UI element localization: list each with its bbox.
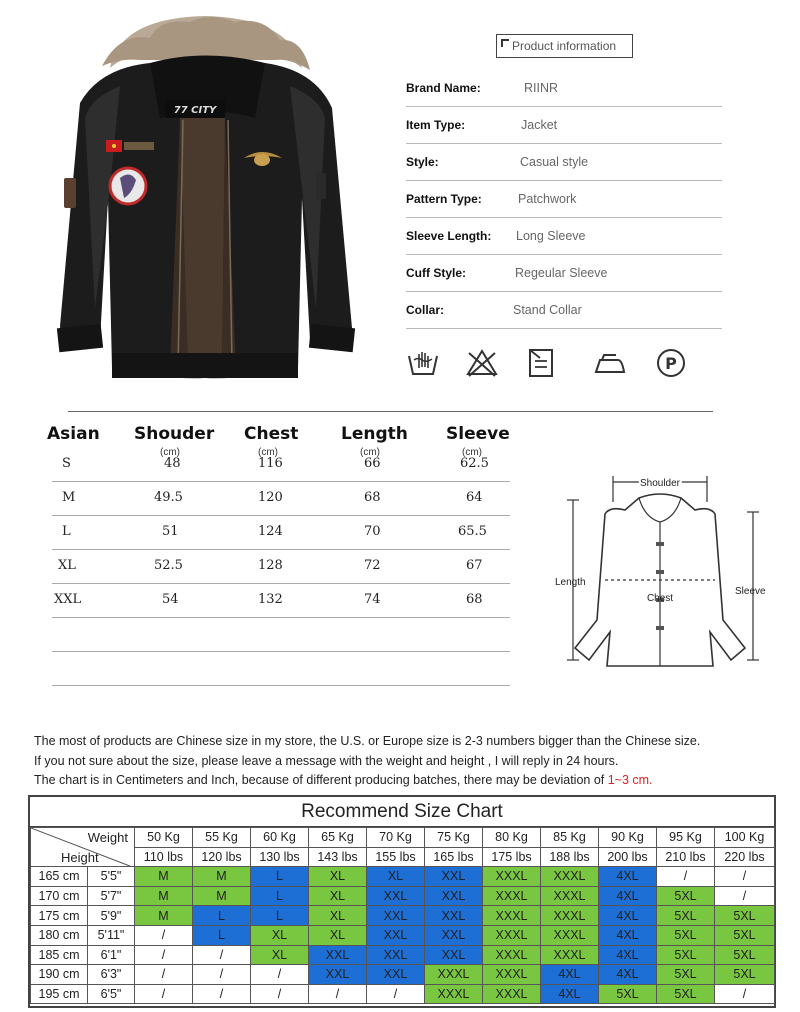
- size-row: [52, 516, 510, 550]
- height-cm-cell: 180 cm: [31, 925, 88, 945]
- info-label: Collar:: [406, 303, 445, 317]
- size-recommendation-cell: 4XL: [599, 886, 657, 906]
- unit-label: (cm): [360, 447, 380, 458]
- weight-kg-cell: 65 Kg: [309, 828, 367, 848]
- size-cell: 68: [364, 490, 381, 505]
- size-recommendation-cell: L: [193, 906, 251, 926]
- size-recommendation-cell: 4XL: [599, 867, 657, 887]
- weight-kg-row: [31, 828, 775, 848]
- deviation-highlight: 1~3 cm.: [607, 773, 653, 787]
- weight-lbs-cell: 188 lbs: [541, 847, 599, 867]
- size-recommendation-cell: /: [715, 867, 775, 887]
- weight-label: Weight: [87, 830, 128, 845]
- size-recommendation-cell: XXXL: [483, 906, 541, 926]
- size-recommendation-cell: /: [715, 984, 775, 1004]
- size-header-shoulder: Shouder: [134, 424, 215, 444]
- diagram-shoulder-label: Shoulder: [639, 478, 681, 489]
- size-recommendation-cell: XXL: [367, 886, 425, 906]
- size-cell: 132: [258, 592, 283, 607]
- size-recommendation-cell: XXXL: [483, 945, 541, 965]
- size-recommendation-cell: M: [193, 867, 251, 887]
- size-recommendation-cell: 4XL: [541, 965, 599, 985]
- unit-label: (cm): [160, 447, 180, 458]
- height-cm-cell: 170 cm: [31, 886, 88, 906]
- recommend-chart-table: [30, 827, 775, 1004]
- note-line-text: The chart is in Centimeters and Inch, because of different producing batches, there may be deviation of: [34, 773, 608, 787]
- size-recommendation-cell: XXXL: [483, 925, 541, 945]
- size-recommendation-cell: XXXL: [483, 965, 541, 985]
- info-value: Casual style: [520, 155, 589, 169]
- size-recommendation-cell: M: [135, 906, 193, 926]
- size-recommendation-cell: 5XL: [657, 945, 715, 965]
- weight-kg-cell: 80 Kg: [483, 828, 541, 848]
- size-recommendation-cell: 5XL: [657, 925, 715, 945]
- info-row-pattern: [406, 181, 722, 218]
- height-cm-cell: 195 cm: [31, 984, 88, 1004]
- weight-lbs-cell: 220 lbs: [715, 847, 775, 867]
- size-recommendation-cell: /: [309, 984, 367, 1004]
- size-recommendation-cell: 5XL: [657, 906, 715, 926]
- recommend-size-chart: [28, 795, 776, 1008]
- weight-kg-cell: 70 Kg: [367, 828, 425, 848]
- weight-kg-cell: 95 Kg: [657, 828, 715, 848]
- tumble-dry-icon: [526, 346, 556, 380]
- iron-icon: [592, 346, 628, 380]
- size-cell: 62.5: [460, 456, 489, 471]
- weight-lbs-cell: 110 lbs: [135, 847, 193, 867]
- info-value: RIINR: [524, 81, 559, 95]
- hand-wash-icon: [406, 346, 440, 380]
- info-row-style: [406, 144, 722, 181]
- info-label: Item Type:: [406, 118, 466, 132]
- size-header-chest: Chest: [244, 424, 299, 444]
- info-label: Sleeve Length:: [406, 229, 492, 243]
- size-recommendation-cell: /: [367, 984, 425, 1004]
- size-cell: 49.5: [154, 490, 183, 505]
- size-header-sleeve: Sleeve: [446, 424, 510, 444]
- weight-lbs-cell: 143 lbs: [309, 847, 367, 867]
- size-recommendation-cell: 5XL: [599, 984, 657, 1004]
- size-cell: S: [62, 456, 71, 471]
- size-recommendation-cell: 4XL: [599, 965, 657, 985]
- size-recommendation-cell: XXL: [425, 945, 483, 965]
- weight-lbs-cell: 155 lbs: [367, 847, 425, 867]
- weight-kg-cell: 100 Kg: [715, 828, 775, 848]
- height-row: [31, 945, 775, 965]
- size-cell: 64: [466, 490, 483, 505]
- size-row: [52, 550, 510, 584]
- info-label: Pattern Type:: [406, 192, 482, 206]
- product-info-table: [406, 70, 722, 329]
- size-recommendation-cell: XXL: [309, 945, 367, 965]
- note-line: The most of products are Chinese size in my store, the U.S. or Europe size is 2-3 numbers bigger than the Chinese size.: [34, 734, 701, 748]
- size-recommendation-cell: M: [135, 867, 193, 887]
- height-row: [31, 867, 775, 887]
- size-cell: M: [62, 490, 76, 505]
- info-label: Brand Name:: [406, 81, 481, 95]
- size-recommendation-cell: M: [135, 886, 193, 906]
- size-cell: XXL: [54, 592, 82, 607]
- size-recommendation-cell: L: [251, 906, 309, 926]
- info-row-brand: [406, 70, 722, 107]
- size-recommendation-cell: 5XL: [657, 965, 715, 985]
- measurement-diagram: [545, 470, 775, 680]
- size-recommendation-cell: /: [657, 867, 715, 887]
- height-row: [31, 965, 775, 985]
- size-recommendation-cell: 4XL: [541, 984, 599, 1004]
- size-recommendation-cell: XL: [251, 945, 309, 965]
- height-ft-cell: 5'11": [88, 925, 135, 945]
- weight-lbs-cell: 120 lbs: [193, 847, 251, 867]
- size-header-asian: Asian: [47, 424, 100, 444]
- size-recommendation-cell: L: [193, 925, 251, 945]
- size-cell: XL: [58, 558, 76, 573]
- svg-text:P: P: [665, 354, 677, 373]
- size-recommendation-cell: 5XL: [657, 886, 715, 906]
- weight-lbs-cell: 210 lbs: [657, 847, 715, 867]
- size-recommendation-cell: XXL: [367, 945, 425, 965]
- size-recommendation-cell: /: [135, 945, 193, 965]
- size-recommendation-cell: 5XL: [715, 965, 775, 985]
- size-row: [52, 584, 510, 618]
- size-recommendation-cell: XL: [309, 925, 367, 945]
- recommend-chart-title: Recommend Size Chart: [30, 797, 774, 827]
- size-recommendation-cell: XXXL: [541, 925, 599, 945]
- size-recommendation-cell: 5XL: [715, 906, 775, 926]
- size-recommendation-cell: 5XL: [715, 945, 775, 965]
- height-ft-cell: 6'1": [88, 945, 135, 965]
- size-cell: 52.5: [154, 558, 183, 573]
- size-table: [40, 420, 510, 686]
- weight-lbs-cell: 165 lbs: [425, 847, 483, 867]
- weight-kg-cell: 55 Kg: [193, 828, 251, 848]
- size-notes: [34, 732, 794, 791]
- corner-mark-icon: [501, 39, 509, 47]
- info-value: Patchwork: [518, 192, 577, 206]
- info-row-sleeve-length: [406, 218, 722, 255]
- info-label: Style:: [406, 155, 439, 169]
- size-recommendation-cell: L: [251, 867, 309, 887]
- size-cell: 68: [466, 592, 483, 607]
- height-cm-cell: 185 cm: [31, 945, 88, 965]
- dry-clean-icon: [654, 346, 688, 380]
- height-ft-cell: 5'7": [88, 886, 135, 906]
- size-recommendation-cell: /: [135, 965, 193, 985]
- size-recommendation-cell: XXL: [425, 886, 483, 906]
- height-cm-cell: 165 cm: [31, 867, 88, 887]
- size-cell: 51: [162, 524, 179, 539]
- size-cell: 65.5: [458, 524, 487, 539]
- size-recommendation-cell: 5XL: [657, 984, 715, 1004]
- size-recommendation-cell: /: [135, 984, 193, 1004]
- height-row: [31, 886, 775, 906]
- size-recommendation-cell: M: [193, 886, 251, 906]
- size-recommendation-cell: XXXL: [541, 906, 599, 926]
- weight-kg-cell: 85 Kg: [541, 828, 599, 848]
- height-row: [31, 984, 775, 1004]
- weight-lbs-cell: 175 lbs: [483, 847, 541, 867]
- size-row-empty: [52, 618, 510, 652]
- size-recommendation-cell: XXL: [367, 925, 425, 945]
- size-header-length: Length: [341, 424, 408, 444]
- size-recommendation-cell: /: [193, 984, 251, 1004]
- unit-label: (cm): [462, 447, 482, 458]
- weight-kg-cell: 90 Kg: [599, 828, 657, 848]
- weight-kg-cell: 75 Kg: [425, 828, 483, 848]
- size-recommendation-cell: 4XL: [599, 906, 657, 926]
- info-row-cuff: [406, 255, 722, 292]
- height-row: [31, 906, 775, 926]
- diagram-sleeve-label: Sleeve: [735, 586, 766, 597]
- jacket-photo: [40, 8, 370, 388]
- size-row-empty: [52, 652, 510, 686]
- size-recommendation-cell: XXXL: [483, 867, 541, 887]
- size-recommendation-cell: XL: [309, 886, 367, 906]
- size-recommendation-cell: XXL: [367, 906, 425, 926]
- size-recommendation-cell: XXXL: [483, 984, 541, 1004]
- weight-kg-cell: 60 Kg: [251, 828, 309, 848]
- size-recommendation-cell: XXL: [309, 965, 367, 985]
- weight-lbs-cell: 130 lbs: [251, 847, 309, 867]
- size-cell: 120: [258, 490, 283, 505]
- size-cell: 66: [364, 456, 381, 471]
- size-row: [52, 448, 510, 482]
- unit-label: (cm): [258, 447, 278, 458]
- size-recommendation-cell: XXXL: [541, 867, 599, 887]
- size-cell: 67: [466, 558, 483, 573]
- info-row-item-type: [406, 107, 722, 144]
- size-cell: 124: [258, 524, 283, 539]
- size-cell: 74: [364, 592, 381, 607]
- size-cell: 54: [162, 592, 179, 607]
- height-ft-cell: 6'5": [88, 984, 135, 1004]
- size-cell: 70: [364, 524, 381, 539]
- info-row-collar: [406, 292, 722, 329]
- section-divider: [68, 411, 713, 412]
- diagram-length-label: Length: [555, 577, 586, 588]
- size-recommendation-cell: XXXL: [483, 886, 541, 906]
- height-label: Height: [61, 850, 99, 866]
- size-recommendation-cell: XXXL: [425, 965, 483, 985]
- size-recommendation-cell: /: [193, 945, 251, 965]
- height-ft-cell: 6'3": [88, 965, 135, 985]
- height-ft-cell: 5'9": [88, 906, 135, 926]
- size-recommendation-cell: XL: [367, 867, 425, 887]
- size-row: [52, 482, 510, 516]
- no-bleach-icon: [464, 346, 500, 380]
- info-value: Stand Collar: [513, 303, 582, 317]
- size-cell: 72: [364, 558, 381, 573]
- size-recommendation-cell: XL: [309, 906, 367, 926]
- size-recommendation-cell: 4XL: [599, 945, 657, 965]
- size-recommendation-cell: /: [715, 886, 775, 906]
- note-line: [34, 771, 794, 791]
- size-recommendation-cell: XXXL: [425, 984, 483, 1004]
- size-cell: 116: [258, 456, 283, 471]
- weight-lbs-cell: 200 lbs: [599, 847, 657, 867]
- weight-kg-cell: 50 Kg: [135, 828, 193, 848]
- size-cell: 48: [164, 456, 181, 471]
- info-value: Jacket: [521, 118, 558, 132]
- collar-badge-text: 77 CITY: [173, 105, 217, 116]
- size-recommendation-cell: XXL: [425, 925, 483, 945]
- product-info-header: [496, 34, 633, 58]
- size-recommendation-cell: XXXL: [541, 945, 599, 965]
- weight-height-corner: [31, 828, 135, 867]
- size-recommendation-cell: XXL: [367, 965, 425, 985]
- size-recommendation-cell: XL: [251, 925, 309, 945]
- info-value: Long Sleeve: [516, 229, 586, 243]
- size-recommendation-cell: XL: [309, 867, 367, 887]
- size-recommendation-cell: 5XL: [715, 925, 775, 945]
- size-recommendation-cell: XXL: [425, 867, 483, 887]
- height-ft-cell: 5'5": [88, 867, 135, 887]
- diagram-chest-label: Chest: [646, 593, 674, 604]
- product-info-header-text: Product information: [512, 39, 617, 53]
- size-recommendation-cell: 4XL: [599, 925, 657, 945]
- height-cm-cell: 175 cm: [31, 906, 88, 926]
- info-label: Cuff Style:: [406, 266, 466, 280]
- size-recommendation-cell: /: [135, 925, 193, 945]
- note-line: If you not sure about the size, please leave a message with the weight and height , I will reply in 24 hours.: [34, 753, 619, 768]
- size-recommendation-cell: /: [251, 965, 309, 985]
- size-cell: L: [62, 524, 71, 539]
- height-cm-cell: 190 cm: [31, 965, 88, 985]
- care-icons: [406, 346, 706, 386]
- size-recommendation-cell: L: [251, 886, 309, 906]
- size-recommendation-cell: XXXL: [541, 886, 599, 906]
- size-recommendation-cell: XXL: [425, 906, 483, 926]
- size-recommendation-cell: /: [193, 965, 251, 985]
- info-value: Regeular Sleeve: [515, 266, 608, 280]
- size-recommendation-cell: /: [251, 984, 309, 1004]
- weight-lbs-row: [31, 847, 775, 867]
- height-row: [31, 925, 775, 945]
- size-cell: 128: [258, 558, 283, 573]
